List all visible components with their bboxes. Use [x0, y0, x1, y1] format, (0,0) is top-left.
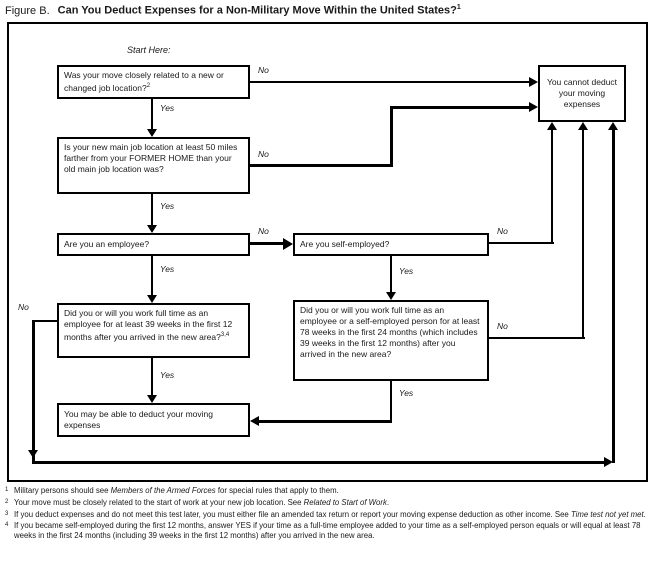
footnote-ref-3-4: 3,4 [220, 332, 230, 338]
q3-no-arrowhead [283, 238, 293, 250]
node-may-deduct-result [57, 403, 250, 437]
q5-yes-label: Yes [160, 370, 175, 380]
q4-yes-arrowhead [386, 292, 396, 300]
connector-q2-no-line-h2 [390, 106, 530, 109]
footnote-4-text: If you became self-employed during the first 12 months, answer YES if your time as a full-time employee added to your time as a self-employed person equals or will equal at least 78 weeks in the first 24 months (including 39 weeks in the first 12 months) after you arrived in the new area. [14, 521, 641, 541]
start-here-label: Start Here: [127, 45, 171, 55]
connector-q6-yes-line-v [390, 381, 392, 423]
q3-yes-arrowhead [147, 295, 157, 303]
connector-q4-yes-line [390, 256, 392, 293]
q1-no-arrowhead [529, 77, 538, 87]
footnote-1-italic: Members of the Armed Forces [110, 486, 216, 495]
connector-q4-no-line-h [489, 242, 554, 244]
node-self-employed-question [293, 233, 489, 256]
connector-q5-no-line-v1 [32, 320, 35, 463]
q5-no-label: No [18, 302, 29, 312]
connector-q4-no-line-v [551, 130, 553, 244]
footnote-2-text: Your move must be closely related to the start of work at your new job location. See [14, 497, 304, 507]
q4-no-label: No [497, 226, 508, 236]
q4-yes-label: Yes [399, 266, 414, 276]
connector-q1-no-line [250, 81, 530, 83]
footnote-1-post: for special rules that apply to them. [215, 486, 339, 495]
q6-no-label: No [497, 321, 508, 331]
node-cannot-deduct-text: You cannot deduct your moving expenses [546, 77, 618, 109]
footnote-3-marker: 3 [5, 510, 9, 517]
node-employee-text: Are you an employee? [64, 239, 150, 249]
connector-q5-no-line-bottom [32, 461, 606, 464]
q4-no-arrowhead [547, 122, 557, 130]
node-50-miles-text: Is your new main job location at least 50 miles farther from your FORMER HOME than your old main job location was? [64, 142, 238, 174]
connector-q6-no-line-v [582, 130, 584, 339]
node-50-miles-question [57, 137, 250, 194]
q1-yes-arrowhead [147, 129, 157, 137]
footnote-1-text: Military persons should see [14, 486, 111, 495]
footnote-4-marker: 4 [5, 522, 9, 529]
footnote-3-text: If you deduct expenses and do not meet this test later, you must either file an amended tax return or report your moving expense deduction as other income. See [14, 509, 571, 519]
node-may-deduct-text: You may be able to deduct your moving expenses [64, 409, 214, 430]
node-move-related-text: Was your move closely related to a new or changed job location? [64, 70, 224, 93]
figure-title-text: Can You Deduct Expenses for a Non-Military Move Within the United States? [57, 4, 457, 17]
footnote-2-post: . [386, 497, 390, 507]
node-39-weeks-question [57, 303, 250, 358]
connector-q5-no-line-h1 [33, 320, 57, 322]
connector-q5-yes-line [151, 358, 153, 396]
node-employee-question [57, 233, 250, 256]
connector-q2-no-line-h1 [250, 164, 393, 167]
q3-yes-label: Yes [160, 264, 175, 274]
connector-q6-no-line-h [489, 337, 585, 339]
footnotes [5, 486, 650, 543]
q1-yes-label: Yes [160, 103, 175, 113]
figure-title [5, 4, 461, 17]
footnote-ref-2: 2 [146, 83, 151, 89]
q5-no-up-arrowhead [608, 122, 618, 130]
footnote-3-post: . [643, 509, 646, 519]
footnote-2-marker: 2 [5, 498, 9, 505]
footnote-2 [5, 498, 650, 508]
node-78-weeks-question [293, 300, 489, 381]
figure-label: Figure B. [5, 4, 50, 17]
node-self-employed-text: Are you self-employed? [300, 239, 390, 249]
node-39-weeks-text: Did you or will you work full time as an employee for at least 39 weeks in the first 12 months after you arrived in the new area? [64, 308, 233, 342]
q6-yes-label: Yes [399, 388, 414, 398]
q2-no-label: No [258, 149, 269, 159]
footnote-4 [5, 521, 650, 541]
connector-q3-no-line [250, 242, 284, 245]
connector-q1-yes-line [151, 99, 153, 130]
q2-yes-arrowhead [147, 225, 157, 233]
q5-no-down-arrowhead [28, 450, 38, 458]
connector-q6-yes-line-h [258, 420, 392, 423]
node-78-weeks-text: Did you or will you work full time as an employee or a self-employed person for at least 78 weeks in the first 24 months (which includes 39 weeks in the first 12 months) after you arrived in the new area? [300, 305, 480, 359]
node-cannot-deduct-result [538, 65, 626, 122]
footnote-2-italic: Related to Start of Work [303, 497, 387, 507]
q5-yes-arrowhead [147, 395, 157, 403]
footnote-3 [5, 510, 650, 520]
q6-yes-arrowhead [250, 416, 259, 426]
footnote-1-marker: 1 [5, 487, 9, 493]
node-move-related-question [57, 65, 250, 99]
figure-title-footnote-ref: 1 [456, 4, 461, 11]
footnote-1 [5, 486, 650, 496]
footnote-3-italic: Time test not yet met [570, 509, 644, 519]
connector-q2-no-line-v [390, 106, 393, 166]
q1-no-label: No [258, 65, 269, 75]
connector-q2-yes-line [151, 194, 153, 226]
q6-no-arrowhead [578, 122, 588, 130]
q3-no-label: No [258, 226, 269, 236]
connector-q5-no-line-v2 [612, 130, 615, 463]
q2-no-arrowhead [529, 102, 538, 112]
connector-q3-yes-line [151, 256, 153, 296]
q2-yes-label: Yes [160, 201, 175, 211]
